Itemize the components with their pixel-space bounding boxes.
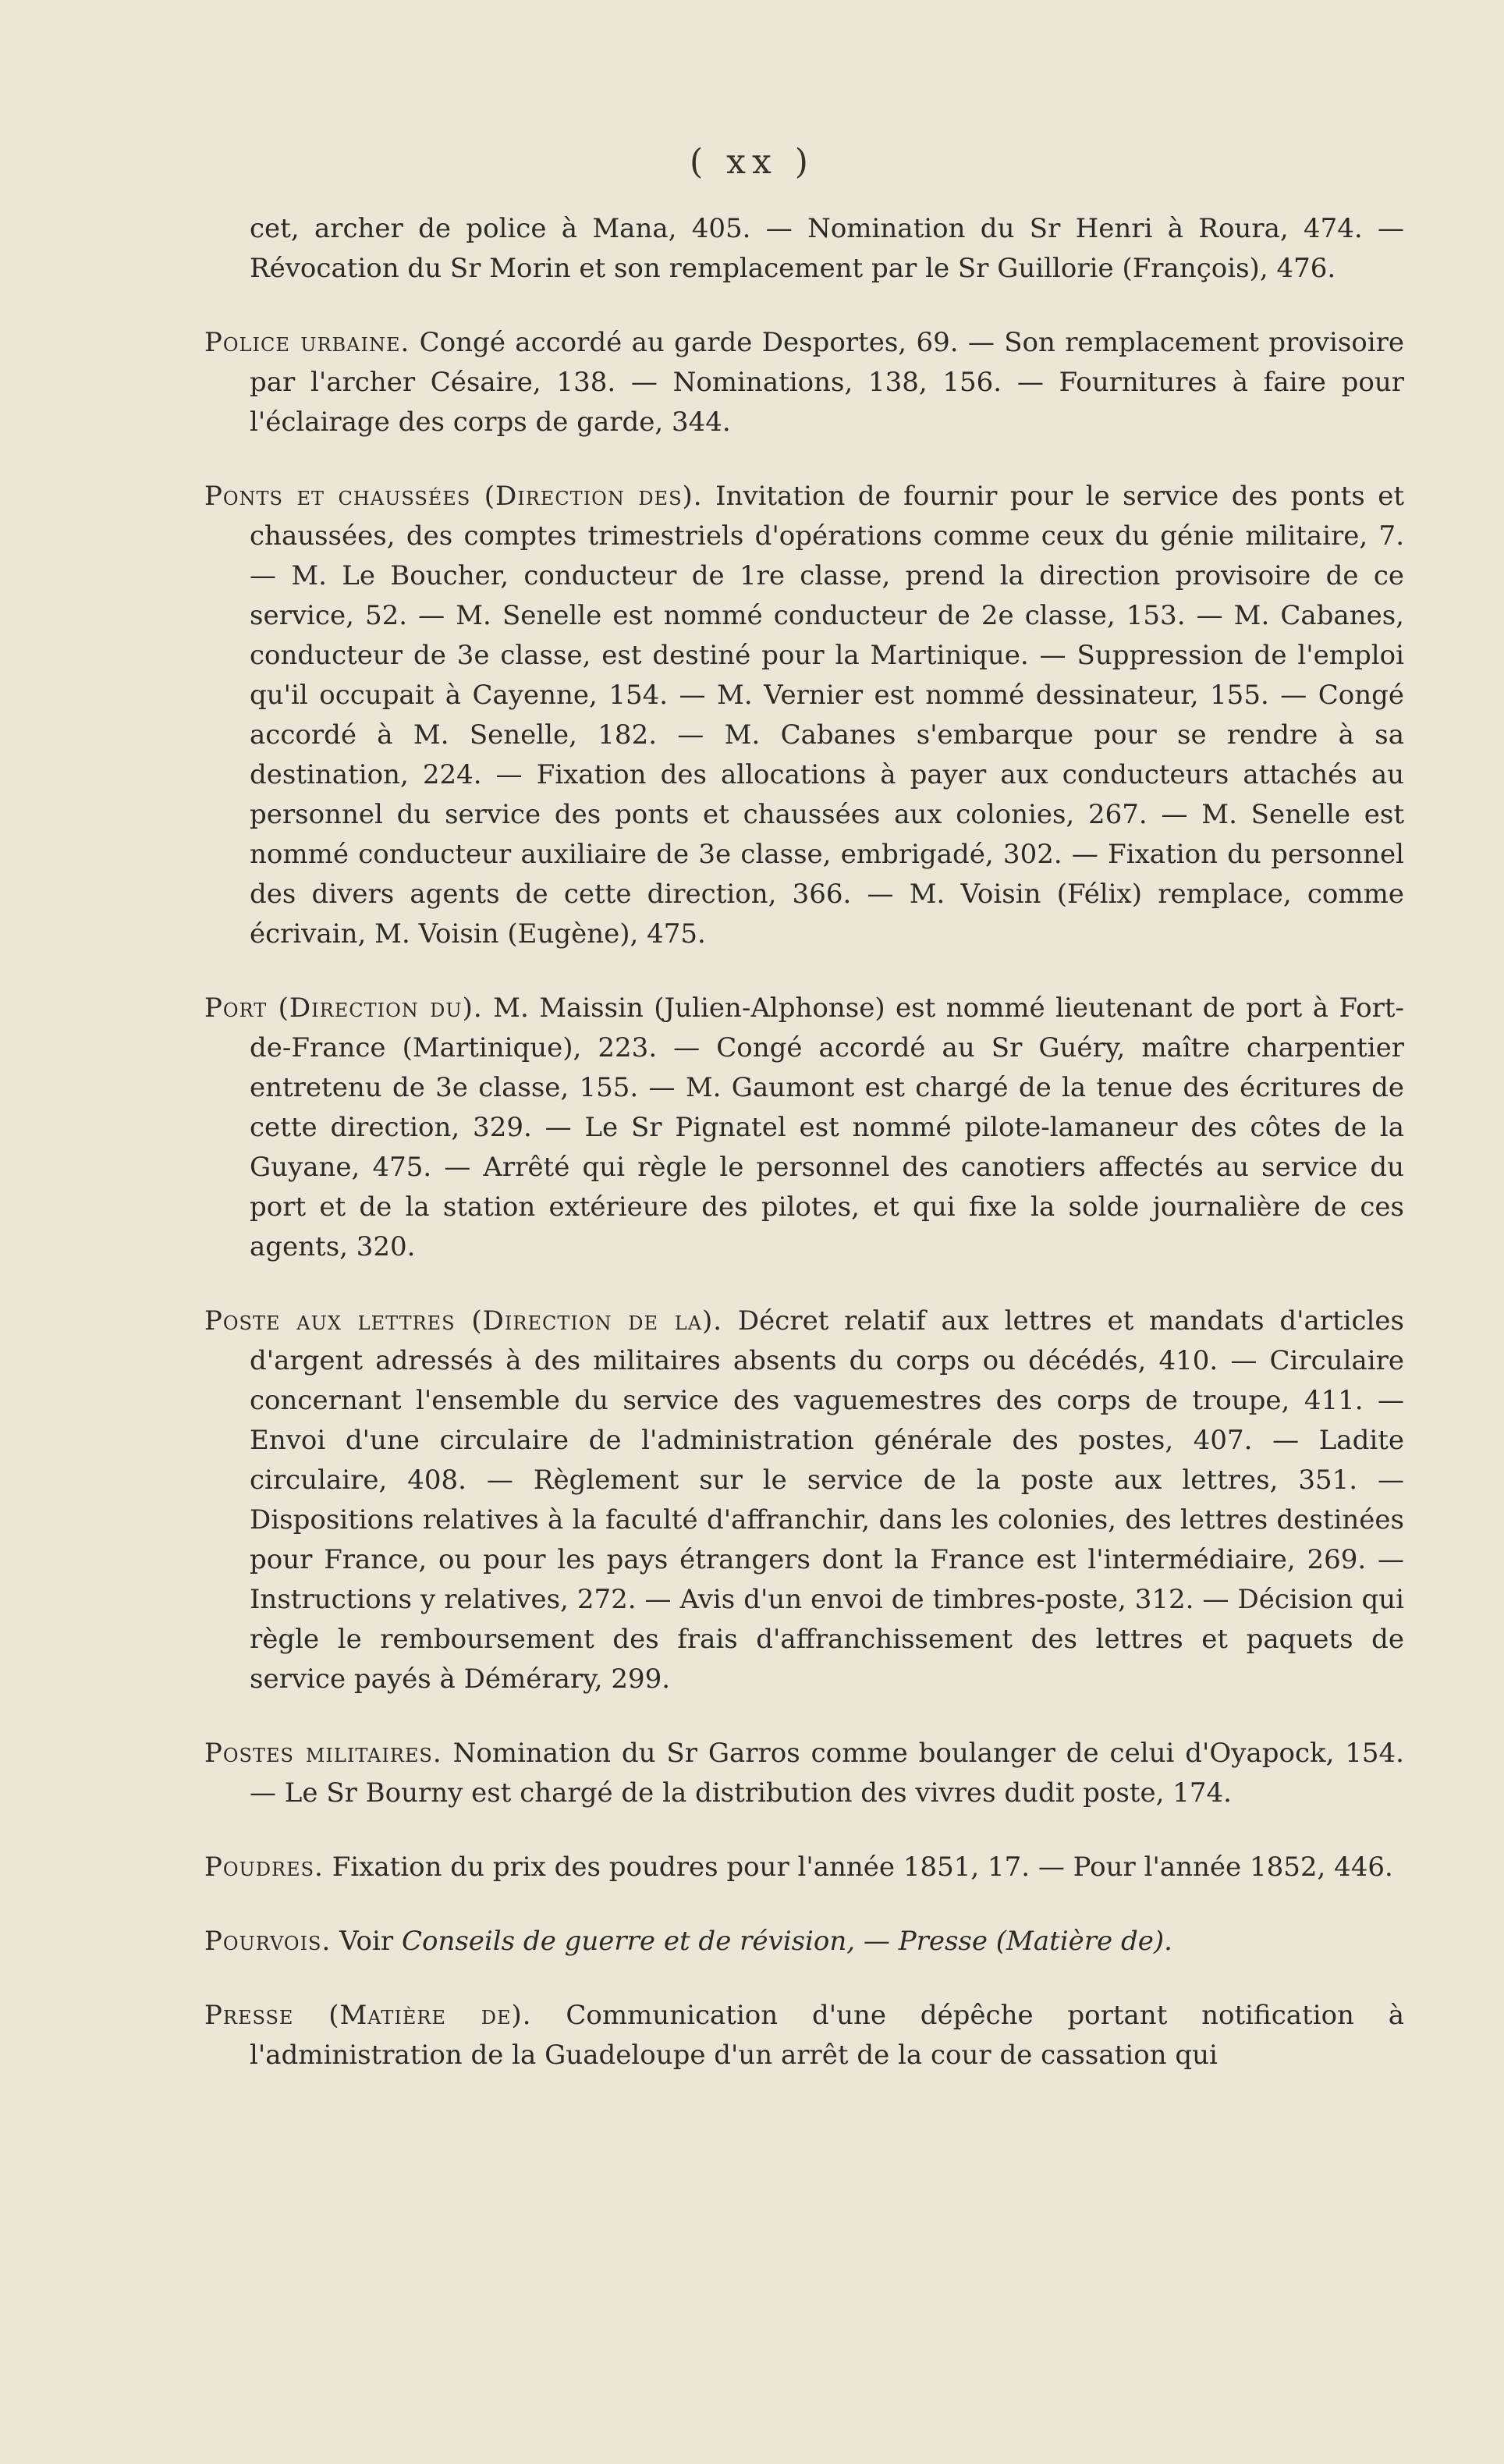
entry-heading: Port (Direction du). [204, 992, 483, 1024]
index-entry-poudres [204, 1848, 1404, 1887]
index-entry-police-continuation [204, 209, 1404, 289]
index-entry-poste-aux-lettres [204, 1301, 1404, 1699]
entry-heading: Police urbaine. [204, 327, 410, 358]
entry-heading: Presse (Matière de). [204, 2000, 532, 2031]
entry-text: M. Maissin (Julien-Alphonse) est nommé lieutenant de port à Fort-de-France (Martinique), 223. — Congé accordé au Sr Guéry, maître charpentier entretenu de 3e classe, 155. — M. Gaumont est chargé de la tenue des écritures de cette direction, 329. — Le Sr Pignatel est nommé pilote-lamaneur des côtes de la Guyane, 475. — Arrêté qui règle le personnel des canotiers affectés au service du port et de la station extérieure des pilotes, et qui fixe la solde journalière de ces agents, 320. [250, 992, 1404, 1262]
entry-cross-reference: Conseils de guerre et de révision, — Presse (Matière de). [401, 1926, 1172, 1957]
entry-heading: Pourvois. [204, 1926, 332, 1957]
index-entry-presse [204, 1996, 1404, 2075]
entry-text: cet, archer de police à Mana, 405. — Nomination du Sr Henri à Roura, 474. — Révocation du Sr Morin et son remplacement par le Sr Guillorie (François), 476. [250, 213, 1404, 284]
index-content [204, 209, 1404, 2075]
entry-text: Communication d'une dépêche portant notification à l'administration de la Guadeloupe d'un arrêt de la cour de cassation qui [250, 2000, 1404, 2071]
entry-text: Invitation de fournir pour le service des ponts et chaussées, des comptes trimestriels d'opérations comme ceux du génie militaire, 7. — M. Le Boucher, conducteur de 1re classe, prend la direction provisoire de ce service, 52. — M. Senelle est nommé conducteur de 2e classe, 153. — M. Cabanes, conducteur de 3e classe, est destiné pour la Martinique. — Suppression de l'emploi qu'il occupait à Cayenne, 154. — M. Vernier est nommé dessinateur, 155. — Congé accordé à M. Senelle, 182. — M. Cabanes s'embarque pour se rendre à sa destination, 224. — Fixation des allocations à payer aux conducteurs attachés au personnel du service des ponts et chaussées aux colonies, 267. — M. Senelle est nommé conducteur auxiliaire de 3e classe, embrigadé, 302. — Fixation du personnel des divers agents de cette direction, 366. — M. Voisin (Félix) remplace, comme écrivain, M. Voisin (Eugène), 475. [250, 481, 1404, 950]
index-entry-port [204, 989, 1404, 1267]
entry-heading: Poudres. [204, 1852, 324, 1883]
index-entry-police-urbaine [204, 323, 1404, 442]
entry-text: Décret relatif aux lettres et mandats d'articles d'argent adressés à des militaires absents du corps ou décédés, 410. — Circulaire concernant l'ensemble du service des vaguemestres des corps de troupe, 411. — Envoi d'une circulaire de l'administration générale des postes, 407. — Ladite circulaire, 408. — Règlement sur le service de la poste aux lettres, 351. — Dispositions relatives à la faculté d'affranchir, dans les colonies, des lettres destinées pour France, ou pour les pays étrangers dont la France est l'intermédiaire, 269. — Instructions y relatives, 272. — Avis d'un envoi de timbres-poste, 312. — Décision qui règle le remboursement des frais d'affranchissement des lettres et paquets de service payés à Démérary, 299. [250, 1305, 1404, 1695]
page-number: ( xx ) [690, 142, 814, 182]
entry-heading: Ponts et chaussées (Direction des). [204, 481, 703, 512]
index-entry-pourvois [204, 1922, 1404, 1962]
entry-text-prefix: Voir [339, 1926, 394, 1957]
entry-heading: Postes militaires. [204, 1738, 442, 1769]
index-entry-ponts-et-chaussees [204, 477, 1404, 954]
entry-text: Fixation du prix des poudres pour l'année 1851, 17. — Pour l'année 1852, 446. [332, 1852, 1393, 1883]
entry-text: Congé accordé au garde Desportes, 69. — Son remplacement provisoire par l'archer Césaire, 138. — Nominations, 138, 156. — Fournitures à faire pour l'éclairage des corps de garde, 344. [250, 327, 1404, 438]
entry-text: Nomination du Sr Garros comme boulanger de celui d'Oyapock, 154. — Le Sr Bourny est chargé de la distribution des vivres dudit poste, 174. [250, 1738, 1404, 1809]
entry-heading: Poste aux lettres (Direction de la). [204, 1305, 723, 1337]
index-entry-postes-militaires [204, 1734, 1404, 1813]
